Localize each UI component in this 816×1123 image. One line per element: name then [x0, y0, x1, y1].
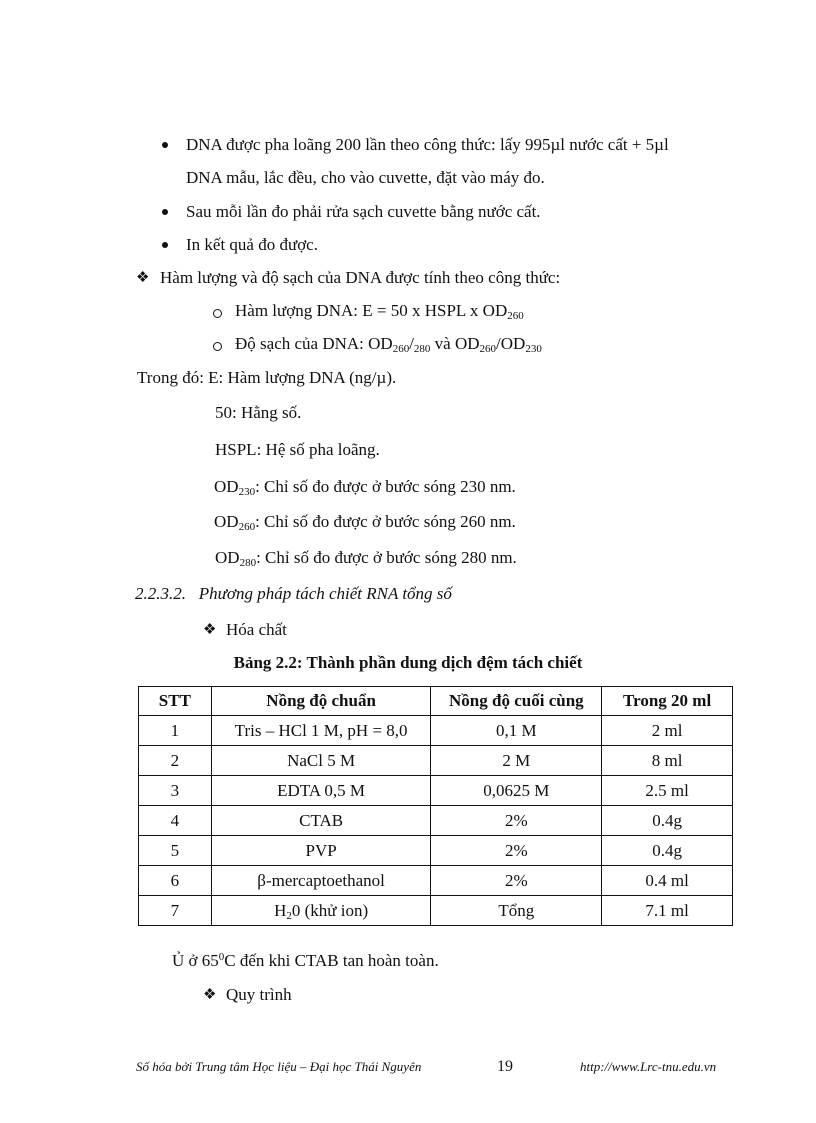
- footer-url[interactable]: http://www.Lrc-tnu.edu.vn: [580, 1059, 717, 1074]
- section-heading: 2.2.3.2. Phương pháp tách chiết RNA tổng số: [135, 584, 452, 603]
- bullet-text-2: Sau mỗi lần đo phải rửa sạch cuvette bằng nước cất.: [186, 202, 541, 221]
- cell-final: 2%: [431, 806, 602, 836]
- incubation-note: [172, 951, 439, 971]
- cell-standard: [211, 896, 431, 926]
- circle-bullet-icon: [213, 342, 222, 351]
- od260-sub: 260: [238, 521, 256, 533]
- footer-source: Số hóa bởi Trung tâm Học liệu – Đại học Thái Nguyên: [136, 1059, 422, 1074]
- cell-stt: 7: [139, 896, 212, 926]
- header-in-20ml: Trong 20 ml: [602, 687, 733, 716]
- table-row: [139, 836, 733, 866]
- where-od280: [215, 548, 517, 568]
- cell-standard: NaCl 5 M: [211, 746, 431, 776]
- incubation-pre: Ủ ở 65: [172, 951, 219, 970]
- table-row: [139, 776, 733, 806]
- where-od230: [214, 477, 516, 497]
- cell-final: 2 M: [431, 746, 602, 776]
- bullet-icon: [162, 242, 168, 248]
- header-standard-concentration: Nồng độ chuẩn: [211, 687, 431, 716]
- header-final-concentration: Nồng độ cuối cùng: [431, 687, 602, 716]
- formula-purity-prefix: Độ sạch của DNA: OD: [235, 334, 393, 353]
- cell-final: 0,1 M: [431, 716, 602, 746]
- od230-sub: 230: [238, 486, 256, 498]
- cell-final: 2%: [431, 866, 602, 896]
- header-stt: STT: [139, 687, 212, 716]
- od230-post: : Chỉ số đo được ở bước sóng 230 nm.: [255, 477, 516, 496]
- cell-standard: PVP: [211, 836, 431, 866]
- bullet-icon: [162, 142, 168, 148]
- cell-stt: 4: [139, 806, 212, 836]
- buffer-composition-table: [138, 686, 733, 926]
- diamond-bullet-icon: ❖: [136, 270, 150, 286]
- cell-volume: 2.5 ml: [602, 776, 733, 806]
- od280-pre: OD: [215, 548, 240, 567]
- cell-volume: 0.4g: [602, 806, 733, 836]
- cell-stt: 2: [139, 746, 212, 776]
- cell-standard: CTAB: [211, 806, 431, 836]
- cell-standard: EDTA 0,5 M: [211, 776, 431, 806]
- where-intro: Trong đó: E: Hàm lượng DNA (ng/µ).: [137, 368, 397, 387]
- diamond-bullet-icon: ❖: [203, 987, 217, 1003]
- procedure-heading: Quy trình: [226, 985, 292, 1004]
- incubation-sup: 0: [218, 951, 225, 963]
- cell-final: 2%: [431, 836, 602, 866]
- incubation-post: C đến khi CTAB tan hoàn toàn.: [224, 951, 439, 970]
- water-pre: H: [274, 900, 287, 920]
- table-row: [139, 866, 733, 896]
- where-od260: [214, 512, 516, 532]
- bullet-icon: [162, 209, 168, 215]
- od280-sub: 280: [239, 557, 257, 569]
- cell-volume: 7.1 ml: [602, 896, 733, 926]
- od230-pre: OD: [214, 477, 239, 496]
- cell-final: 0,0625 M: [431, 776, 602, 806]
- formula-purity-slash-2: /OD: [496, 334, 526, 353]
- cell-stt: 6: [139, 866, 212, 896]
- chemicals-heading: Hóa chất: [226, 620, 287, 639]
- cell-standard: β-mercaptoethanol: [211, 866, 431, 896]
- cell-volume: 0.4 ml: [602, 866, 733, 896]
- cell-stt: 5: [139, 836, 212, 866]
- cell-volume: 2 ml: [602, 716, 733, 746]
- formula-heading: Hàm lượng và độ sạch của DNA được tính theo công thức:: [160, 268, 561, 287]
- where-constant: 50: Hằng số.: [215, 403, 302, 422]
- formula-purity-and: và OD: [430, 334, 480, 353]
- cell-stt: 3: [139, 776, 212, 806]
- formula-purity-sub-2: 280: [413, 343, 431, 355]
- table-row: [139, 896, 733, 926]
- od260-pre: OD: [214, 512, 239, 531]
- bullet-text-3: In kết quả đo được.: [186, 235, 318, 254]
- table-header-row: [139, 687, 733, 716]
- cell-standard: Tris – HCl 1 M, pH = 8,0: [211, 716, 431, 746]
- table-row: [139, 806, 733, 836]
- circle-bullet-icon: [213, 309, 222, 318]
- water-sub: 2: [286, 909, 292, 922]
- table-row: [139, 746, 733, 776]
- formula-purity-sub-4: 230: [525, 343, 542, 355]
- table-row: [139, 716, 733, 746]
- page-number: 19: [497, 1058, 513, 1075]
- formula-purity-line: [235, 334, 542, 354]
- where-hspl: HSPL: Hệ số pha loãng.: [215, 440, 380, 459]
- cell-final: Tổng: [431, 896, 602, 926]
- formula-content-prefix: Hàm lượng DNA: E = 50 x HSPL x OD: [235, 301, 508, 320]
- od260-post: : Chỉ số đo được ở bước sóng 260 nm.: [255, 512, 516, 531]
- cell-volume: 0.4g: [602, 836, 733, 866]
- cell-stt: 1: [139, 716, 212, 746]
- bullet-text-1b: DNA mẫu, lắc đều, cho vào cuvette, đặt vào máy đo.: [186, 168, 545, 187]
- formula-purity-sub-1: 260: [392, 343, 410, 355]
- table-caption: Bảng 2.2: Thành phần dung dịch đệm tách chiết: [233, 653, 583, 672]
- diamond-bullet-icon: ❖: [203, 622, 217, 638]
- bullet-text-1a: DNA được pha loãng 200 lần theo công thức: lấy 995µl nước cất + 5µl: [186, 135, 669, 154]
- od280-post: : Chỉ số đo được ở bước sóng 280 nm.: [256, 548, 517, 567]
- formula-content-line: [235, 301, 524, 321]
- formula-purity-sub-3: 260: [479, 343, 497, 355]
- water-post: 0 (khử ion): [291, 900, 369, 920]
- cell-volume: 8 ml: [602, 746, 733, 776]
- formula-purity-slash-1: /: [409, 334, 414, 353]
- formula-content-sub: 260: [507, 310, 524, 322]
